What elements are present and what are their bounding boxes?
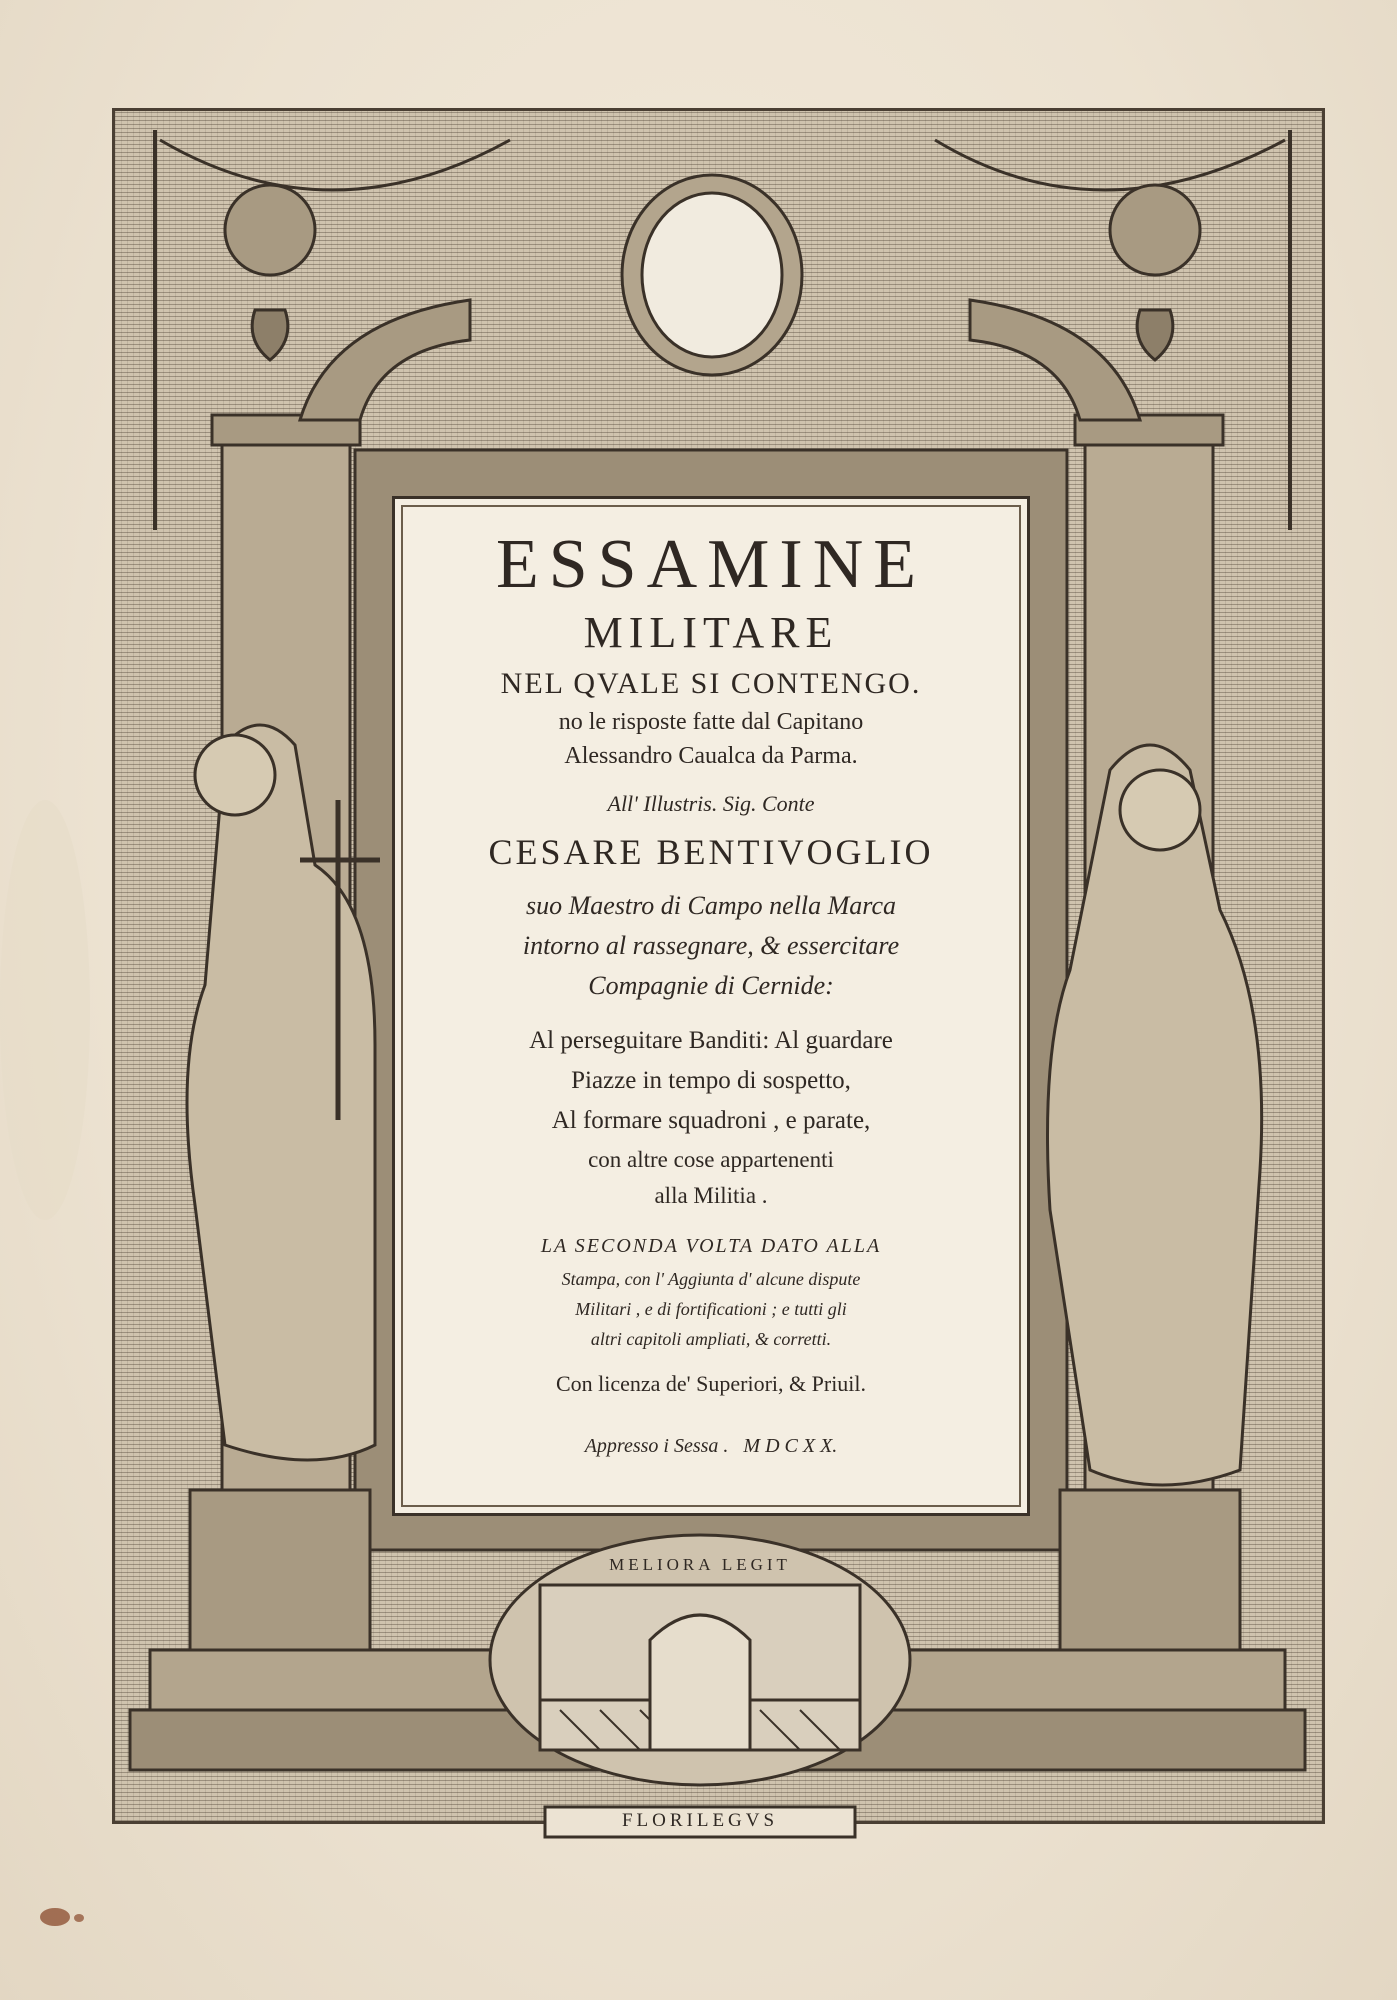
title-main: ESSAMINE [495,526,927,603]
license-line: Con licenza de' Superiori, & Priuil. [555,1371,867,1396]
title-line: Al perseguitare Banditi: Al guardare [529,1027,893,1054]
title-line: no le risposte fatte dal Capitano [558,709,864,735]
title-tablet [392,496,1030,1516]
title-line: con altre cose appartenenti [588,1147,834,1172]
title-sub: MILITARE [583,608,839,657]
title-line: NEL QVALE SI CONTENGO. [500,667,922,700]
dedicatee-name: CESARE BENTIVOGLIO [488,832,934,872]
title-line: Piazze in tempo di sospetto, [571,1067,851,1094]
emblem-label: FLORILEGVS [621,1810,779,1831]
edition-line: Militari , e di fortificationi ; e tutti gli [575,1299,847,1319]
title-line: Alessandro Caualca da Parma. [564,743,858,769]
emblem-motto: MELIORA LEGIT [609,1555,791,1574]
title-line: suo Maestro di Campo nella Marca [526,891,896,920]
title-line: intorno al rassegnare, & essercitare [522,931,900,960]
title-line: Al formare squadroni , e parate, [551,1107,871,1134]
edition-heading: LA SECONDA VOLTA DATO ALLA [540,1235,882,1257]
edition-line: altri capitoli ampliati, & corretti. [590,1329,832,1349]
title-line: Compagnie di Cernide: [588,971,834,1000]
title-line: alla Militia . [654,1183,768,1208]
dedication-intro: All' Illustris. Sig. Conte [607,791,815,816]
imprint-line: Appresso i Sessa . M D C X X. [584,1435,838,1457]
edition-line: Stampa, con l' Aggiunta d' alcune dispute [561,1269,861,1289]
